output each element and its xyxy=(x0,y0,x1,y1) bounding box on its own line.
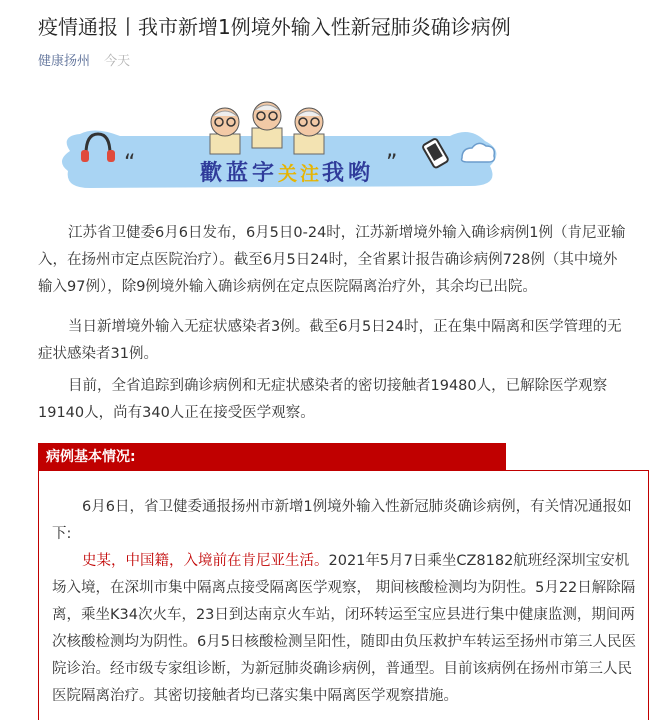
paragraph-summary: 江苏省卫健委6月6日发布，6月5日0-24时，江苏新增境外输入确诊病例1例（肯尼亚输入，在扬州市定点医院治疗）。截至6月5日24时，全省累计报告确诊病例728例（其中境外输入97例），除9例境外输入确诊病例在定点医院隔离治疗外，其余均已出院。 xyxy=(38,225,626,295)
open-quote-icon: “ xyxy=(124,151,136,176)
banner-text-highlight: 关注 xyxy=(278,163,323,185)
paragraph-asymptomatic: 当日新增境外输入无症状感染者3例。截至6月5日24时，正在集中隔离和医学管理的无症状感染者31例。 xyxy=(38,319,622,362)
case-highlight: 史某，中国籍，入境前在肯尼亚生活。 xyxy=(82,553,329,569)
section-heading: 病例基本情况: xyxy=(38,443,506,471)
paragraph-case-detail xyxy=(52,548,636,710)
account-link[interactable]: 健康扬州 xyxy=(38,54,91,69)
article-meta xyxy=(38,53,130,71)
article-title: 疫情通报丨我市新增1例境外输入性新冠肺炎确诊病例 xyxy=(38,15,511,39)
case-detail-text: 2021年5月7日乘坐CZ8182航班经深圳宝安机场入境，在深圳市集中隔离点接受隔离医学观察， 期间核酸检测均为阴性。5月22日解除隔离，乘坐K34次火车，23日到达南京火车站，闭环转运至宝应县进行集中健康监测，期间两次核酸检测均为阴性。6月5日核酸检测呈阳性，随即由负压救护车转运至扬州市第三人民医院诊治。经市级专家组诊断，为新冠肺炎确诊病例，普通型。目前该病例在扬州市第三人民医院隔离治疗。其密切接触者均已落实集中隔离医学观察措施。 xyxy=(52,553,636,704)
banner-text-suffix: 我哟 xyxy=(322,161,375,186)
follow-banner xyxy=(50,96,510,202)
publish-time: 今天 xyxy=(104,54,131,69)
paragraph-case-intro: 6月6日，省卫健委通报扬州市新增1例境外输入性新冠肺炎确诊病例，有关情况通报如下: xyxy=(52,499,632,542)
banner-follow-text xyxy=(200,156,374,187)
grandpa-figure-middle xyxy=(252,102,282,148)
paragraph-contacts: 目前，全省追踪到确诊病例和无症状感染者的密切接触者19480人，已解除医学观察19140人，尚有340人正在接受医学观察。 xyxy=(38,378,608,421)
banner-text-prefix: 歡蓝字 xyxy=(200,161,279,186)
grandpa-figure-right xyxy=(294,108,324,154)
grandpa-figure-left xyxy=(210,108,240,154)
close-quote-icon: ” xyxy=(386,151,398,176)
